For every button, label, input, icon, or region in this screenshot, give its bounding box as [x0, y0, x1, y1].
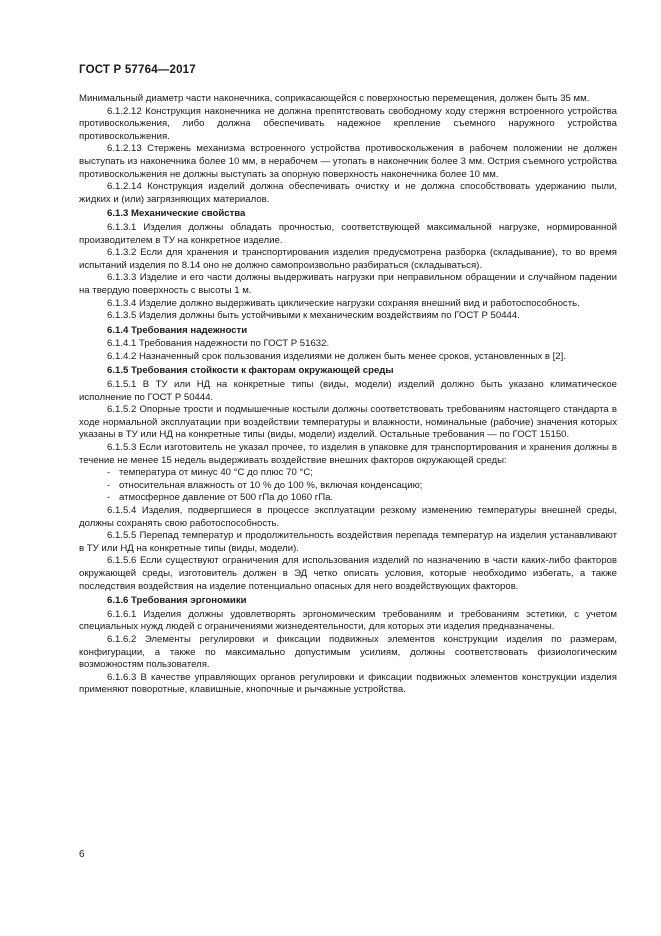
paragraph: 6.1.5.1 В ТУ или НД на конкретные типы (виды, модели) изделий должно быть указано климатическое исполнение по ГОСТ Р 50444. — [79, 379, 617, 403]
list-item-text: атмосферное давление от 500 гПа до 1060 гПа. — [119, 492, 334, 504]
paragraph: 6.1.5.3 Если изготовитель не указал прочее, то изделия в упаковке для транспортирования и хранения должны в течение не менее 15 недель выдерживать воздействие внешних факторов окружающей среды: — [79, 442, 617, 466]
paragraph: 6.1.5.4 Изделия, подвергшиеся в процессе эксплуатации резкому изменению температуры внешней среды, должны сохранять свою работоспособность. — [79, 505, 617, 529]
paragraph: 6.1.3.1 Изделия должны обладать прочностью, соответствующей максимальной нагрузке, нормированной производителем в ТУ на конкретное изделие. — [79, 221, 617, 246]
paragraph: 6.1.5.6 Если существуют ограничения для использования изделий по назначению в части каких-либо факторов окружающей среды, изготовитель должен в ЭД четко описать условия, которые необходимо избегать, а также последствия воздействия на изделие потенциально опасных для него воздействующих факторов. — [79, 555, 617, 592]
list-item — [79, 492, 617, 505]
paragraph: 6.1.2.13 Стержень механизма встроенного устройства противоскольжения в рабочем положении не должен выступать из наконечника более 10 мм, в нерабочем — утопать в наконечник более 3 мм. Острия съемного устройства противоскольжения не должны выступать за опорную поверхность наконечника более 10 мм. — [79, 143, 617, 180]
list-item — [79, 467, 617, 480]
paragraph: 6.1.4.1 Требования надежности по ГОСТ Р 51632. — [107, 338, 330, 350]
doc-header: ГОСТ Р 57764—2017 — [79, 64, 196, 76]
list-dash: - — [107, 492, 111, 504]
paragraph: 6.1.5.5 Перепад температур и продолжительность воздействия перепада температур на изделия устанавливают в ТУ или НД на конкретные типы (виды, модели). — [79, 530, 617, 554]
paragraph: Минимальный диаметр части наконечника, соприкасающейся с поверхностью перемещения, должен быть 35 мм. — [79, 93, 590, 104]
list-dash: - — [107, 479, 111, 491]
section-heading: 6.1.6 Требования эргономики — [107, 595, 247, 607]
paragraph: 6.1.3.2 Если для хранения и транспортирования изделия предусмотрена разборка (складывание), то во время испытаний изделия по 8.14 оно не должно самопроизвольно разбираться (складываться). — [79, 247, 617, 271]
section-heading: 6.1.4 Требования надежности — [107, 324, 248, 336]
paragraph: 6.1.6.3 В качестве управляющих органов регулировки и фиксации подвижных элементов конструкции изделия применяют поворотные, клавишные, кнопочные и рычажные устройства. — [79, 671, 617, 696]
paragraph: 6.1.3.5 Изделия должны быть устойчивыми к механическим воздействиям по ГОСТ Р 50444. — [107, 310, 520, 322]
section-heading: 6.1.5 Требования стойкости к факторам окружающей среды — [107, 365, 394, 377]
section-heading: 6.1.3 Механические свойства — [107, 208, 246, 220]
page-number: 6 — [79, 849, 85, 860]
paragraph: 6.1.5.2 Опорные трости и подмышечные костыли должны соответствовать требованиям настоящего стандарта в ходе нормальной эксплуатации при воздействии температуры и влажности, номинальные (рабочие) значения которых указаны в ТУ или НД на конкретные типы (виды, модели) изделий. Остальные требования — по ГОСТ 15150. — [79, 404, 617, 441]
paragraph: 6.1.6.2 Элементы регулировки и фиксации подвижных элементов конструкции изделия по размерам, конфигурации, а также по максимально допустимым усилиям, должны соответствовать физиологическим возможностям пользователя. — [79, 633, 617, 671]
list-dash: - — [107, 467, 111, 479]
doc-body — [79, 93, 617, 697]
paragraph: 6.1.2.14 Конструкция изделий должна обеспечивать очистку и не должна способствовать удержанию пыли, жидких и (или) загрязняющих материалов. — [79, 181, 617, 205]
paragraph: 6.1.3.4 Изделие должно выдерживать циклические нагрузки сохраняя внешний вид и работоспособность. — [107, 297, 580, 309]
paragraph: 6.1.4.2 Назначенный срок пользования изделиями не должен быть менее сроков, установленных в [2]. — [107, 350, 566, 362]
paragraph: 6.1.3.3 Изделие и его части должны выдерживать нагрузки при неправильном обращении и случайном падении на твердую поверхность с высоты 1 м. — [79, 272, 617, 296]
paragraph: 6.1.2.12 Конструкция наконечника не должна препятствовать свободному ходу стержня встроенного устройства противоскольжения, либо должна обеспечивать надежное крепление съемного наружного устройства противоскольжения. — [79, 105, 617, 142]
paragraph: 6.1.6.1 Изделия должны удовлетворять эргономическим требованиям и требованиям эстетики, с учетом специальных нужд людей с ограничениями жизнедеятельности, для которых эти изделия предназначены. — [79, 608, 617, 633]
list-item-text: температура от минус 40 °С до плюс 70 °С; — [119, 467, 313, 479]
list-item — [79, 480, 617, 493]
list-item-text: относительная влажность от 10 % до 100 %, включая конденсацию; — [119, 479, 423, 491]
